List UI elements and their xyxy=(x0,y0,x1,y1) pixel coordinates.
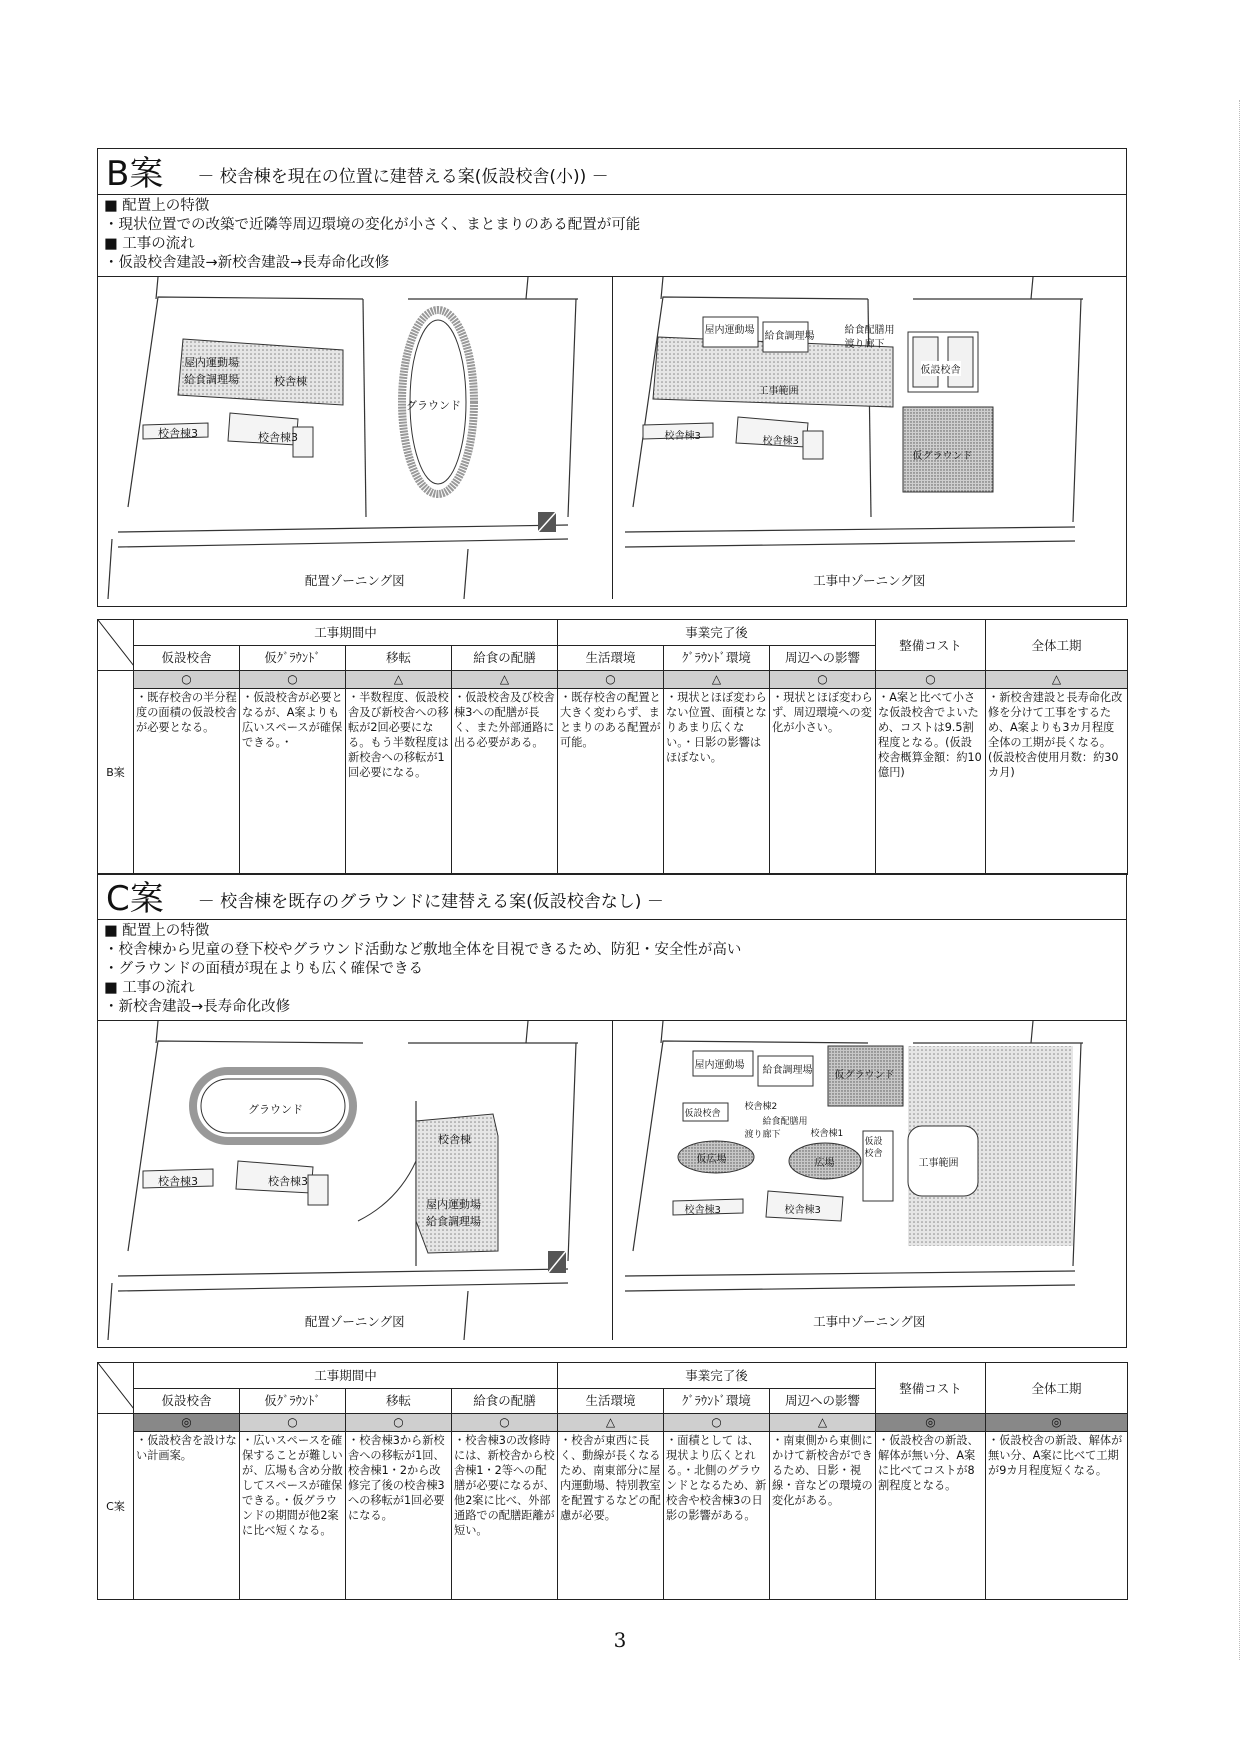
rating-cell: ○ xyxy=(346,1414,452,1432)
evaluation-cell: ・現状とほぼ変わらず、周辺環境への変化が小さい。 xyxy=(770,689,876,875)
column-header: 周辺への影響 xyxy=(770,1388,876,1414)
plan-b-section xyxy=(97,148,1127,607)
plan-b-layout-map xyxy=(98,277,612,599)
plan-b-title: B案 xyxy=(106,154,164,194)
rating-cell: ○ xyxy=(876,671,986,689)
map-label: 渡り廊下 xyxy=(744,1130,781,1140)
column-header: 周辺への影響 xyxy=(770,645,876,671)
map-label: 校舎棟3 xyxy=(258,431,298,444)
rating-cell: ○ xyxy=(134,671,240,689)
map-label: 屋内運動場 xyxy=(694,1060,745,1071)
plan-b-construction-map xyxy=(612,277,1127,599)
map-label: 校舎棟3 xyxy=(762,436,799,447)
rating-cell: △ xyxy=(986,671,1128,689)
plan-b-evaluation-table xyxy=(97,619,1128,875)
header-during: 工事期間中 xyxy=(134,1363,558,1389)
map-label: 校舎棟3 xyxy=(784,1205,821,1216)
evaluation-cell: ・広いスペースを確保することが難しいが、広場も含め分散してスペースが確保できる。・仮グラウンドの期間が他2案に比べ短くなる。 xyxy=(240,1432,346,1600)
map-label: 校舎棟2 xyxy=(744,1102,778,1112)
map-caption: 配置ゾーニング図 xyxy=(304,573,405,588)
header-after: 事業完了後 xyxy=(558,1363,876,1389)
rating-cell: ○ xyxy=(558,671,664,689)
map-label: 給食調理場 xyxy=(762,1065,813,1076)
plan-b-maps xyxy=(98,277,1126,599)
map-label: 給食調理場 xyxy=(184,373,239,386)
map-label: 給食配膳用 xyxy=(762,1117,808,1127)
plan-c-line: ・グラウンドの面積が現在よりも広く確保できる xyxy=(104,961,423,977)
plan-b-subtitle: － 校舎棟を現在の位置に建替える案(仮設校舎(小)) － xyxy=(197,167,609,187)
plan-c-header xyxy=(98,874,1126,920)
map-label: 校舎棟 xyxy=(274,375,307,388)
plan-b-header xyxy=(98,149,1126,195)
evaluation-cell: ・南東側から東側にかけて新校舎ができるため、日影・視線・音などの環境の変化がある。 xyxy=(770,1432,876,1600)
evaluation-cell: ・既存校舎の半分程度の面積の仮設校舎が必要となる。 xyxy=(134,689,240,875)
map-label: 仮設校舎 xyxy=(684,1109,721,1119)
rating-cell: ○ xyxy=(240,671,346,689)
margin-dots xyxy=(1236,100,1240,1660)
map-label: 仮広場 xyxy=(696,1154,727,1165)
table-corner xyxy=(98,1363,134,1414)
column-header: 仮設校舎 xyxy=(134,645,240,671)
plan-c-features xyxy=(98,920,1126,1021)
rating-cell: ○ xyxy=(664,1414,770,1432)
column-header: 給食の配膳 xyxy=(452,1388,558,1414)
rating-cell: △ xyxy=(664,671,770,689)
plan-c-line: ■ 工事の流れ xyxy=(104,980,195,996)
header-after: 事業完了後 xyxy=(558,620,876,646)
plan-c-line: ■ 配置上の特徴 xyxy=(104,923,210,939)
plan-c-subtitle: － 校舎棟を既存のグラウンドに建替える案(仮設校舎なし) － xyxy=(197,892,664,912)
map-caption: 工事中ゾーニング図 xyxy=(813,573,926,588)
plan-b-features xyxy=(98,195,1126,277)
map-label: 校舎棟3 xyxy=(268,1175,308,1188)
map-label: 仮グラウンド xyxy=(912,451,973,462)
header-during: 工事期間中 xyxy=(134,620,558,646)
rating-cell: △ xyxy=(346,671,452,689)
column-header: ｸﾞﾗｳﾝﾄﾞ環境 xyxy=(664,1388,770,1414)
rating-cell: △ xyxy=(452,671,558,689)
rating-cell: △ xyxy=(558,1414,664,1432)
rating-cell: ◎ xyxy=(134,1414,240,1432)
map-label: グラウンド xyxy=(406,399,461,412)
plan-b-line: ・仮設校舎建設→新校舎建設→長寿命化改修 xyxy=(104,255,390,271)
rating-cell: ○ xyxy=(240,1414,346,1432)
plan-b-line: ・現状位置での改築で近隣等周辺環境の変化が小さく、まとまりのある配置が可能 xyxy=(104,217,641,233)
column-header: 仮設校舎 xyxy=(134,1388,240,1414)
header-cost: 整備コスト xyxy=(876,1363,986,1414)
column-header: 生活環境 xyxy=(558,645,664,671)
evaluation-cell: ・仮設校舎の新設、解体が無い分、A案に比べてコストが8割程度となる。 xyxy=(876,1432,986,1600)
rating-cell: ○ xyxy=(770,671,876,689)
column-header: 仮ｸﾞﾗｳﾝﾄﾞ xyxy=(240,645,346,671)
map-label: 屋内運動場 xyxy=(184,356,239,369)
column-header: 移転 xyxy=(346,1388,452,1414)
evaluation-cell: ・仮設校舎の新設、解体が無い分、A案に比べて工期が9カ月程度短くなる。 xyxy=(986,1432,1128,1600)
header-period: 全体工期 xyxy=(986,620,1128,671)
evaluation-cell: ・新校舎建設と長寿命化改修を分けて工事をするため、A案よりも3カ月程度全体の工期が長くなる。(仮設校舎使用月数：約30カ月) xyxy=(986,689,1128,875)
map-label: 広場 xyxy=(814,1158,835,1169)
page-number: 3 xyxy=(613,1628,627,1652)
plan-c-line: ・校舎棟から児童の登下校やグラウンド活動など敷地全体を目視できるため、防犯・安全性が高い xyxy=(104,942,742,958)
map-label: 仮設校舎 xyxy=(864,1137,883,1159)
plan-c-evaluation-table xyxy=(97,1362,1128,1600)
evaluation-cell: ・面積として は、現状より広くとれる。・北側のグラウンドとなるため、新校舎や校舎棟3の日影の影響がある。 xyxy=(664,1432,770,1600)
map-label: 仮グラウンド xyxy=(834,1070,895,1081)
evaluation-cell: ・現状とほぼ変わらない位置、面積となりあまり広くない。・日影の影響はほぼない。 xyxy=(664,689,770,875)
rating-cell: ○ xyxy=(452,1414,558,1432)
evaluation-cell: ・校舎が東西に長く、動線が長くなるため、南東部分に屋内運動場、特別教室を配置するなどの配慮が必要。 xyxy=(558,1432,664,1600)
plan-b-line: ■ 配置上の特徴 xyxy=(104,198,210,214)
header-cost: 整備コスト xyxy=(876,620,986,671)
row-label: C案 xyxy=(98,1414,134,1600)
table-corner-slash xyxy=(98,620,134,666)
table-corner-slash xyxy=(98,1363,134,1409)
map-label: 仮設校舎 xyxy=(921,361,961,376)
rating-cell: △ xyxy=(770,1414,876,1432)
plan-c-maps xyxy=(98,1021,1126,1340)
map-label: 屋内運動場 xyxy=(704,325,755,336)
evaluation-cell: ・半数程度、仮設校舎及び新校舎への移転が2回必要になる。もう半数程度は新校舎への移転が1回必要になる。 xyxy=(346,689,452,875)
evaluation-cell: ・仮設校舎が必要となるが、A案よりも広いスペースが確保できる。・ xyxy=(240,689,346,875)
map-label: 工事範囲 xyxy=(918,1158,959,1169)
map-label: 校舎棟3 xyxy=(684,1205,721,1216)
plan-c-construction-map xyxy=(612,1021,1127,1340)
rating-cell: ◎ xyxy=(986,1414,1128,1432)
map-label: 校舎棟3 xyxy=(664,431,701,442)
map-label: 屋内運動場 xyxy=(426,1198,481,1211)
table-corner xyxy=(98,620,134,671)
map-caption: 配置ゾーニング図 xyxy=(304,1314,405,1329)
map-label: 渡り廊下 xyxy=(844,339,885,350)
header-period: 全体工期 xyxy=(986,1363,1128,1414)
evaluation-cell: ・仮設校舎を設けない計画案。 xyxy=(134,1432,240,1600)
plan-c-layout-map xyxy=(98,1021,612,1340)
plan-c-line: ・新校舎建設→長寿命化改修 xyxy=(104,999,291,1015)
plan-c-section xyxy=(97,873,1127,1348)
map-label: 給食調理場 xyxy=(426,1215,481,1228)
map-label: 工事範囲 xyxy=(758,386,799,397)
evaluation-cell: ・A案と比べて小さな仮設校舎でよいため、コストは9.5割程度となる。(仮設校舎概算金額：約10億円) xyxy=(876,689,986,875)
column-header: 仮ｸﾞﾗｳﾝﾄﾞ xyxy=(240,1388,346,1414)
map-label: 校舎棟1 xyxy=(810,1129,844,1139)
map-label: グラウンド xyxy=(248,1103,303,1116)
plan-b-line: ■ 工事の流れ xyxy=(104,236,195,252)
rating-cell: ◎ xyxy=(876,1414,986,1432)
evaluation-cell: ・校舎棟3の改修時には、新校舎から校舎棟1・2等への配膳が必要になるが、他2案に比べ、外部通路での配膳距離が短い。 xyxy=(452,1432,558,1600)
plan-c-title: C案 xyxy=(106,879,164,919)
column-header: ｸﾞﾗｳﾝﾄﾞ環境 xyxy=(664,645,770,671)
column-header: 移転 xyxy=(346,645,452,671)
map-label: 校舎棟3 xyxy=(158,427,198,440)
map-label: 給食配膳用 xyxy=(844,325,895,336)
map-caption: 工事中ゾーニング図 xyxy=(813,1314,926,1329)
row-label: B案 xyxy=(98,671,134,875)
map-label: 校舎棟 xyxy=(438,1133,471,1146)
evaluation-cell: ・校舎棟3から新校舎への移転が1回、校舎棟1・2から改修完了後の校舎棟3への移転が1回必要になる。 xyxy=(346,1432,452,1600)
column-header: 給食の配膳 xyxy=(452,645,558,671)
evaluation-cell: ・既存校舎の配置と大きく変わらず、まとまりのある配置が可能。 xyxy=(558,689,664,875)
map-label: 給食調理場 xyxy=(764,331,815,342)
evaluation-cell: ・仮設校舎及び校舎棟3への配膳が長く、また外部通路に出る必要がある。 xyxy=(452,689,558,875)
column-header: 生活環境 xyxy=(558,1388,664,1414)
map-label: 校舎棟3 xyxy=(158,1175,198,1188)
